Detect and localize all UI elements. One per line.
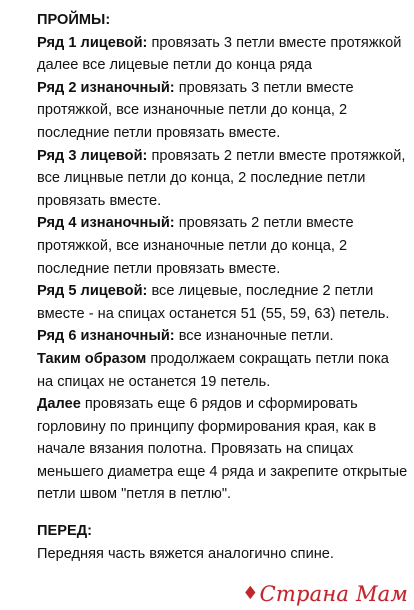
neckline-label: Далее	[37, 396, 81, 413]
row-6-label: Ряд 6 изнаночный:	[37, 328, 175, 345]
heading-text: ПРОЙМЫ:	[37, 12, 111, 28]
row-6-instruction	[37, 325, 409, 348]
decrease-label: Таким образом	[37, 350, 147, 367]
neckline-text: провязать еще 6 рядов и сформировать горловину по принципу формирования края, как в начале вязания полотна. Провязать на спицах меньшего диаметра еще 4 ряда и закрепите открытые петли швом "петля в петлю".	[37, 396, 408, 503]
document-body	[37, 9, 409, 565]
site-watermark-logo	[242, 582, 408, 606]
row-5-instruction	[37, 280, 409, 325]
row-4-text: провязать 2 петли вместе протяжкой, все изнаночные петли до конца, 2 последние петли провязать вместе.	[37, 215, 354, 277]
row-1-instruction	[37, 32, 409, 77]
row-2-text: провязать 3 петли вместе протяжкой, все изнаночные петли до конца, 2 последние петли провязать вместе.	[37, 79, 354, 141]
neckline-instruction	[37, 393, 409, 506]
section-spacer	[37, 506, 409, 520]
watermark-text: Страна Мам	[259, 582, 408, 606]
row-1-text: провязать 3 петли вместе протяжкой далее все лицевые петли до конца ряда	[37, 34, 402, 74]
section-heading-armholes	[37, 9, 409, 32]
row-4-label: Ряд 4 изнаночный:	[37, 215, 175, 232]
row-1-label: Ряд 1 лицевой:	[37, 34, 148, 51]
row-4-instruction	[37, 212, 409, 280]
row-3-instruction	[37, 145, 409, 213]
logo-mark-icon: ♦	[242, 583, 259, 604]
decrease-instruction	[37, 348, 409, 393]
front-instruction	[37, 543, 409, 566]
row-5-label: Ряд 5 лицевой:	[37, 283, 148, 300]
section-heading-front	[37, 520, 409, 543]
decrease-text: продолжаем сокращать петли пока на спицах не останется 19 петель.	[37, 350, 389, 390]
row-3-label: Ряд 3 лицевой:	[37, 147, 148, 164]
row-2-instruction	[37, 77, 409, 145]
row-5-text: все лицевые, последние 2 петли вместе - на спицах останется 51 (55, 59, 63) петель.	[37, 283, 390, 322]
front-text: Передняя часть вяжется аналогично спине.	[37, 545, 334, 562]
row-2-label: Ряд 2 изнаночный:	[37, 79, 175, 96]
row-6-text: все изнаночные петли.	[174, 328, 334, 345]
heading-text: ПЕРЕД:	[37, 523, 92, 540]
row-3-text: провязать 2 петли вместе протяжкой, все лицнвые петли до конца, 2 последние петли провязать вместе.	[37, 147, 406, 209]
